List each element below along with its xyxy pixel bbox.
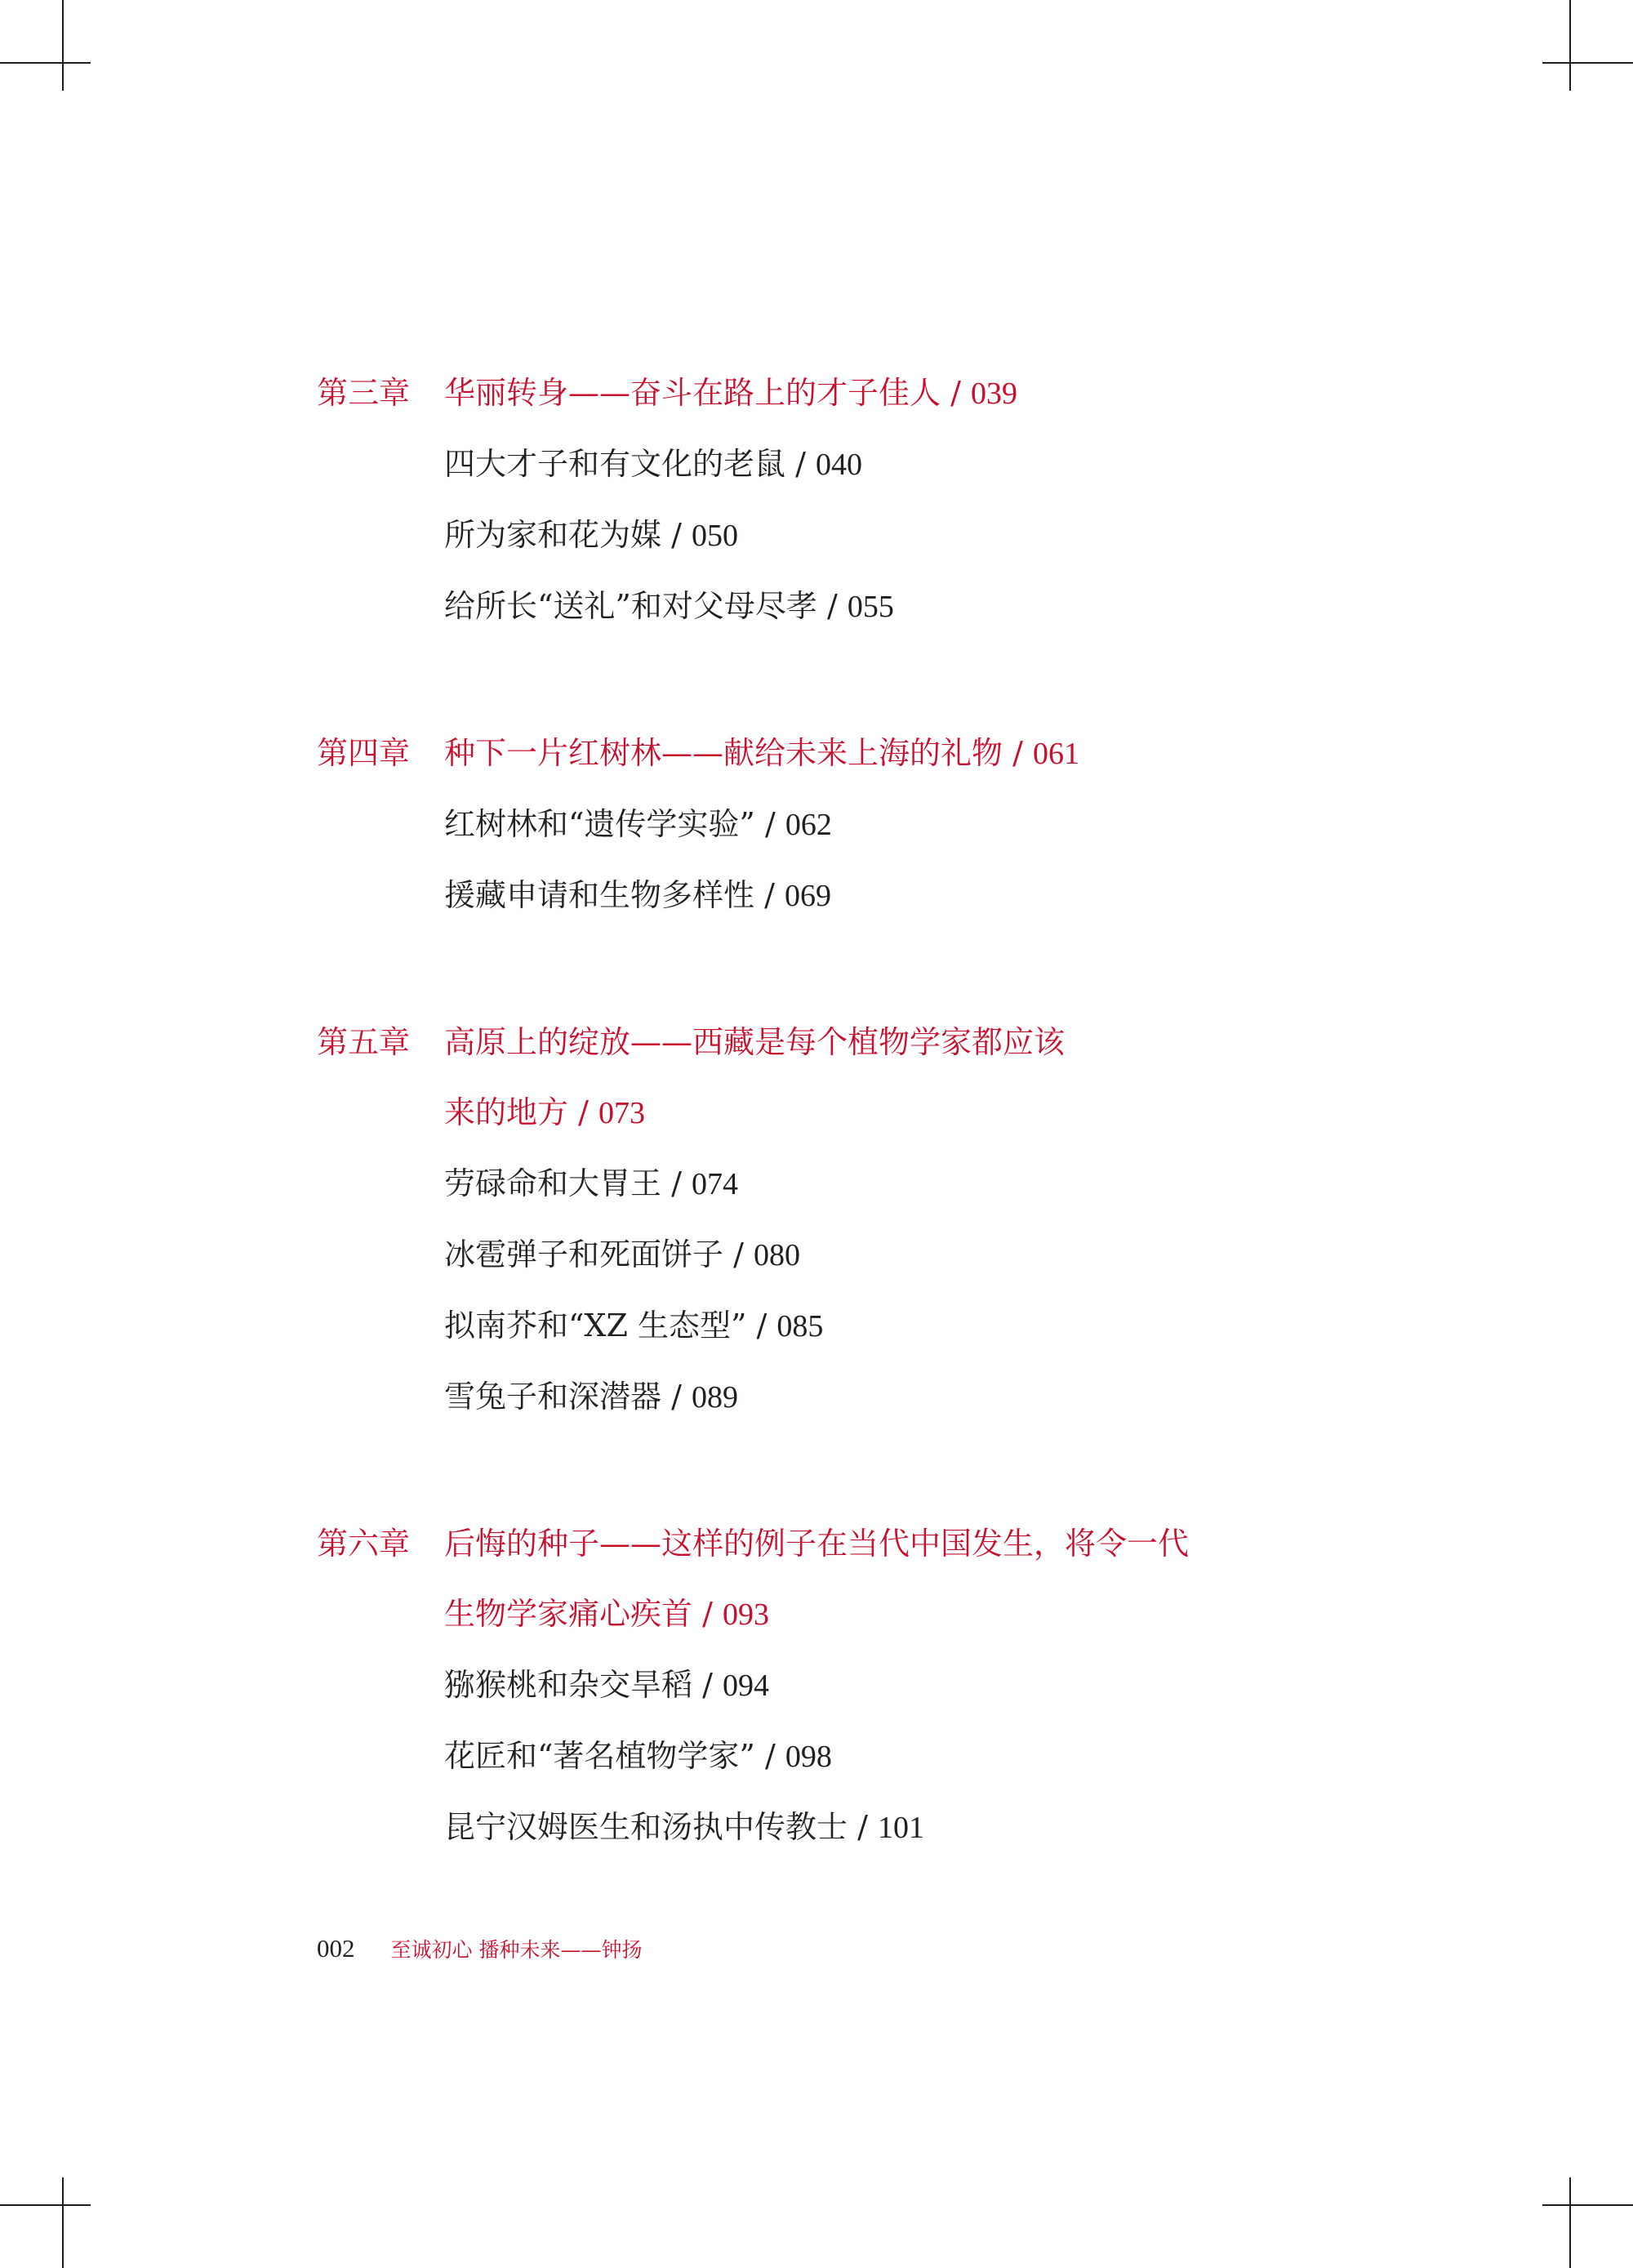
section-title: 给所长“送礼”和对父母尽孝 — [444, 588, 817, 624]
page-separator: / — [785, 446, 816, 482]
table-of-contents — [317, 358, 1378, 1939]
section-page-number: 094 — [722, 1669, 769, 1703]
section-page-number: 050 — [691, 519, 738, 553]
page-separator: / — [661, 1165, 692, 1201]
chapter-heading[interactable] — [317, 1508, 1378, 1579]
crop-mark-bottom-right-h — [1542, 2204, 1633, 2206]
chapter-title: 后悔的种子——这样的例子在当代中国发生，将令一代 — [444, 1526, 1190, 1562]
page-separator: / — [661, 517, 692, 553]
page-separator: / — [754, 877, 785, 913]
chapter-heading[interactable] — [317, 358, 1378, 429]
section-page-number: 062 — [785, 808, 832, 842]
page-separator: / — [754, 1738, 785, 1774]
chapter-title: 来的地方 — [444, 1094, 569, 1130]
section-entry[interactable] — [317, 1290, 1378, 1361]
section-page-number: 074 — [691, 1167, 738, 1201]
section-page-number: 080 — [753, 1238, 800, 1272]
section-title: 援藏申请和生物多样性 — [444, 877, 755, 913]
section-page-number: 069 — [784, 879, 831, 913]
section-page-number: 101 — [877, 1811, 924, 1845]
section-entry[interactable] — [317, 1148, 1378, 1219]
chapter-heading-continued[interactable] — [317, 1579, 1378, 1650]
chapter-title: 华丽转身——奋斗在路上的才子佳人 — [444, 375, 941, 411]
chapter-page-number: 061 — [1032, 737, 1079, 771]
page-separator: / — [661, 1379, 692, 1415]
section-title: 猕猴桃和杂交旱稻 — [444, 1667, 693, 1703]
crop-mark-top-right-h — [1542, 62, 1633, 64]
page-separator: / — [941, 375, 971, 411]
toc-chapter — [317, 358, 1378, 642]
section-entry[interactable] — [317, 1219, 1378, 1290]
crop-mark-bottom-left-v — [62, 2177, 64, 2268]
section-title: 所为家和花为媒 — [444, 517, 662, 553]
crop-mark-bottom-right-v — [1569, 2177, 1571, 2268]
page-separator: / — [692, 1596, 723, 1632]
section-title: 雪兔子和深潜器 — [444, 1379, 662, 1415]
page-footer — [317, 1934, 642, 1963]
chapter-heading-continued[interactable] — [317, 1077, 1378, 1148]
page-separator: / — [723, 1236, 754, 1272]
crop-mark-bottom-left-h — [0, 2204, 91, 2206]
chapter-page-number: 073 — [598, 1096, 645, 1130]
chapter-title: 种下一片红树林——献给未来上海的礼物 — [444, 735, 1003, 771]
page-separator: / — [754, 806, 785, 842]
chapter-label: 第六章 — [317, 1526, 411, 1562]
running-title: 至诚初心 播种未来——钟扬 — [390, 1938, 643, 1962]
section-title: 冰雹弹子和死面饼子 — [444, 1236, 724, 1272]
chapter-label: 第三章 — [317, 375, 411, 411]
section-page-number: 098 — [785, 1740, 832, 1774]
page-separator: / — [1003, 735, 1033, 771]
toc-chapter — [317, 1007, 1378, 1433]
crop-mark-top-left-h — [0, 62, 91, 64]
section-entry[interactable] — [317, 1721, 1378, 1792]
chapter-heading[interactable] — [317, 1007, 1378, 1077]
page-separator: / — [816, 588, 848, 624]
section-entry[interactable] — [317, 500, 1378, 571]
chapter-page-number: 039 — [970, 377, 1017, 411]
crop-mark-top-right-v — [1569, 0, 1571, 91]
section-entry[interactable] — [317, 1361, 1378, 1433]
section-entry[interactable] — [317, 860, 1378, 931]
chapter-title: 高原上的绽放——西藏是每个植物学家都应该 — [444, 1024, 1066, 1060]
section-title: 劳碌命和大胃王 — [444, 1165, 662, 1201]
section-title: 昆宁汉姆医生和汤执中传教士 — [444, 1809, 848, 1845]
section-title: 四大才子和有文化的老鼠 — [444, 446, 786, 482]
chapter-label: 第四章 — [317, 735, 411, 771]
section-page-number: 055 — [847, 590, 894, 624]
section-page-number: 040 — [815, 448, 862, 482]
section-title: 红树林和“遗传学实验” — [444, 806, 755, 842]
toc-chapter — [317, 718, 1378, 931]
section-entry[interactable] — [317, 1792, 1378, 1863]
chapter-page-number: 093 — [722, 1597, 769, 1632]
section-title: 花匠和“著名植物学家” — [444, 1738, 755, 1774]
crop-mark-top-left-v — [62, 0, 64, 91]
page-number: 002 — [317, 1934, 355, 1963]
chapter-heading[interactable] — [317, 718, 1378, 789]
page-separator: / — [848, 1809, 878, 1845]
section-entry[interactable] — [317, 1650, 1378, 1721]
chapter-title: 生物学家痛心疾首 — [444, 1596, 693, 1632]
page-separator: / — [746, 1308, 777, 1343]
chapter-label: 第五章 — [317, 1024, 411, 1060]
section-title: 拟南芥和“XZ 生态型” — [444, 1308, 747, 1343]
page-separator: / — [692, 1667, 723, 1703]
section-entry[interactable] — [317, 429, 1378, 500]
section-entry[interactable] — [317, 571, 1378, 642]
section-entry[interactable] — [317, 789, 1378, 860]
toc-chapter — [317, 1508, 1378, 1863]
section-page-number: 089 — [691, 1380, 738, 1415]
section-page-number: 085 — [776, 1309, 824, 1343]
page-separator: / — [568, 1094, 598, 1130]
